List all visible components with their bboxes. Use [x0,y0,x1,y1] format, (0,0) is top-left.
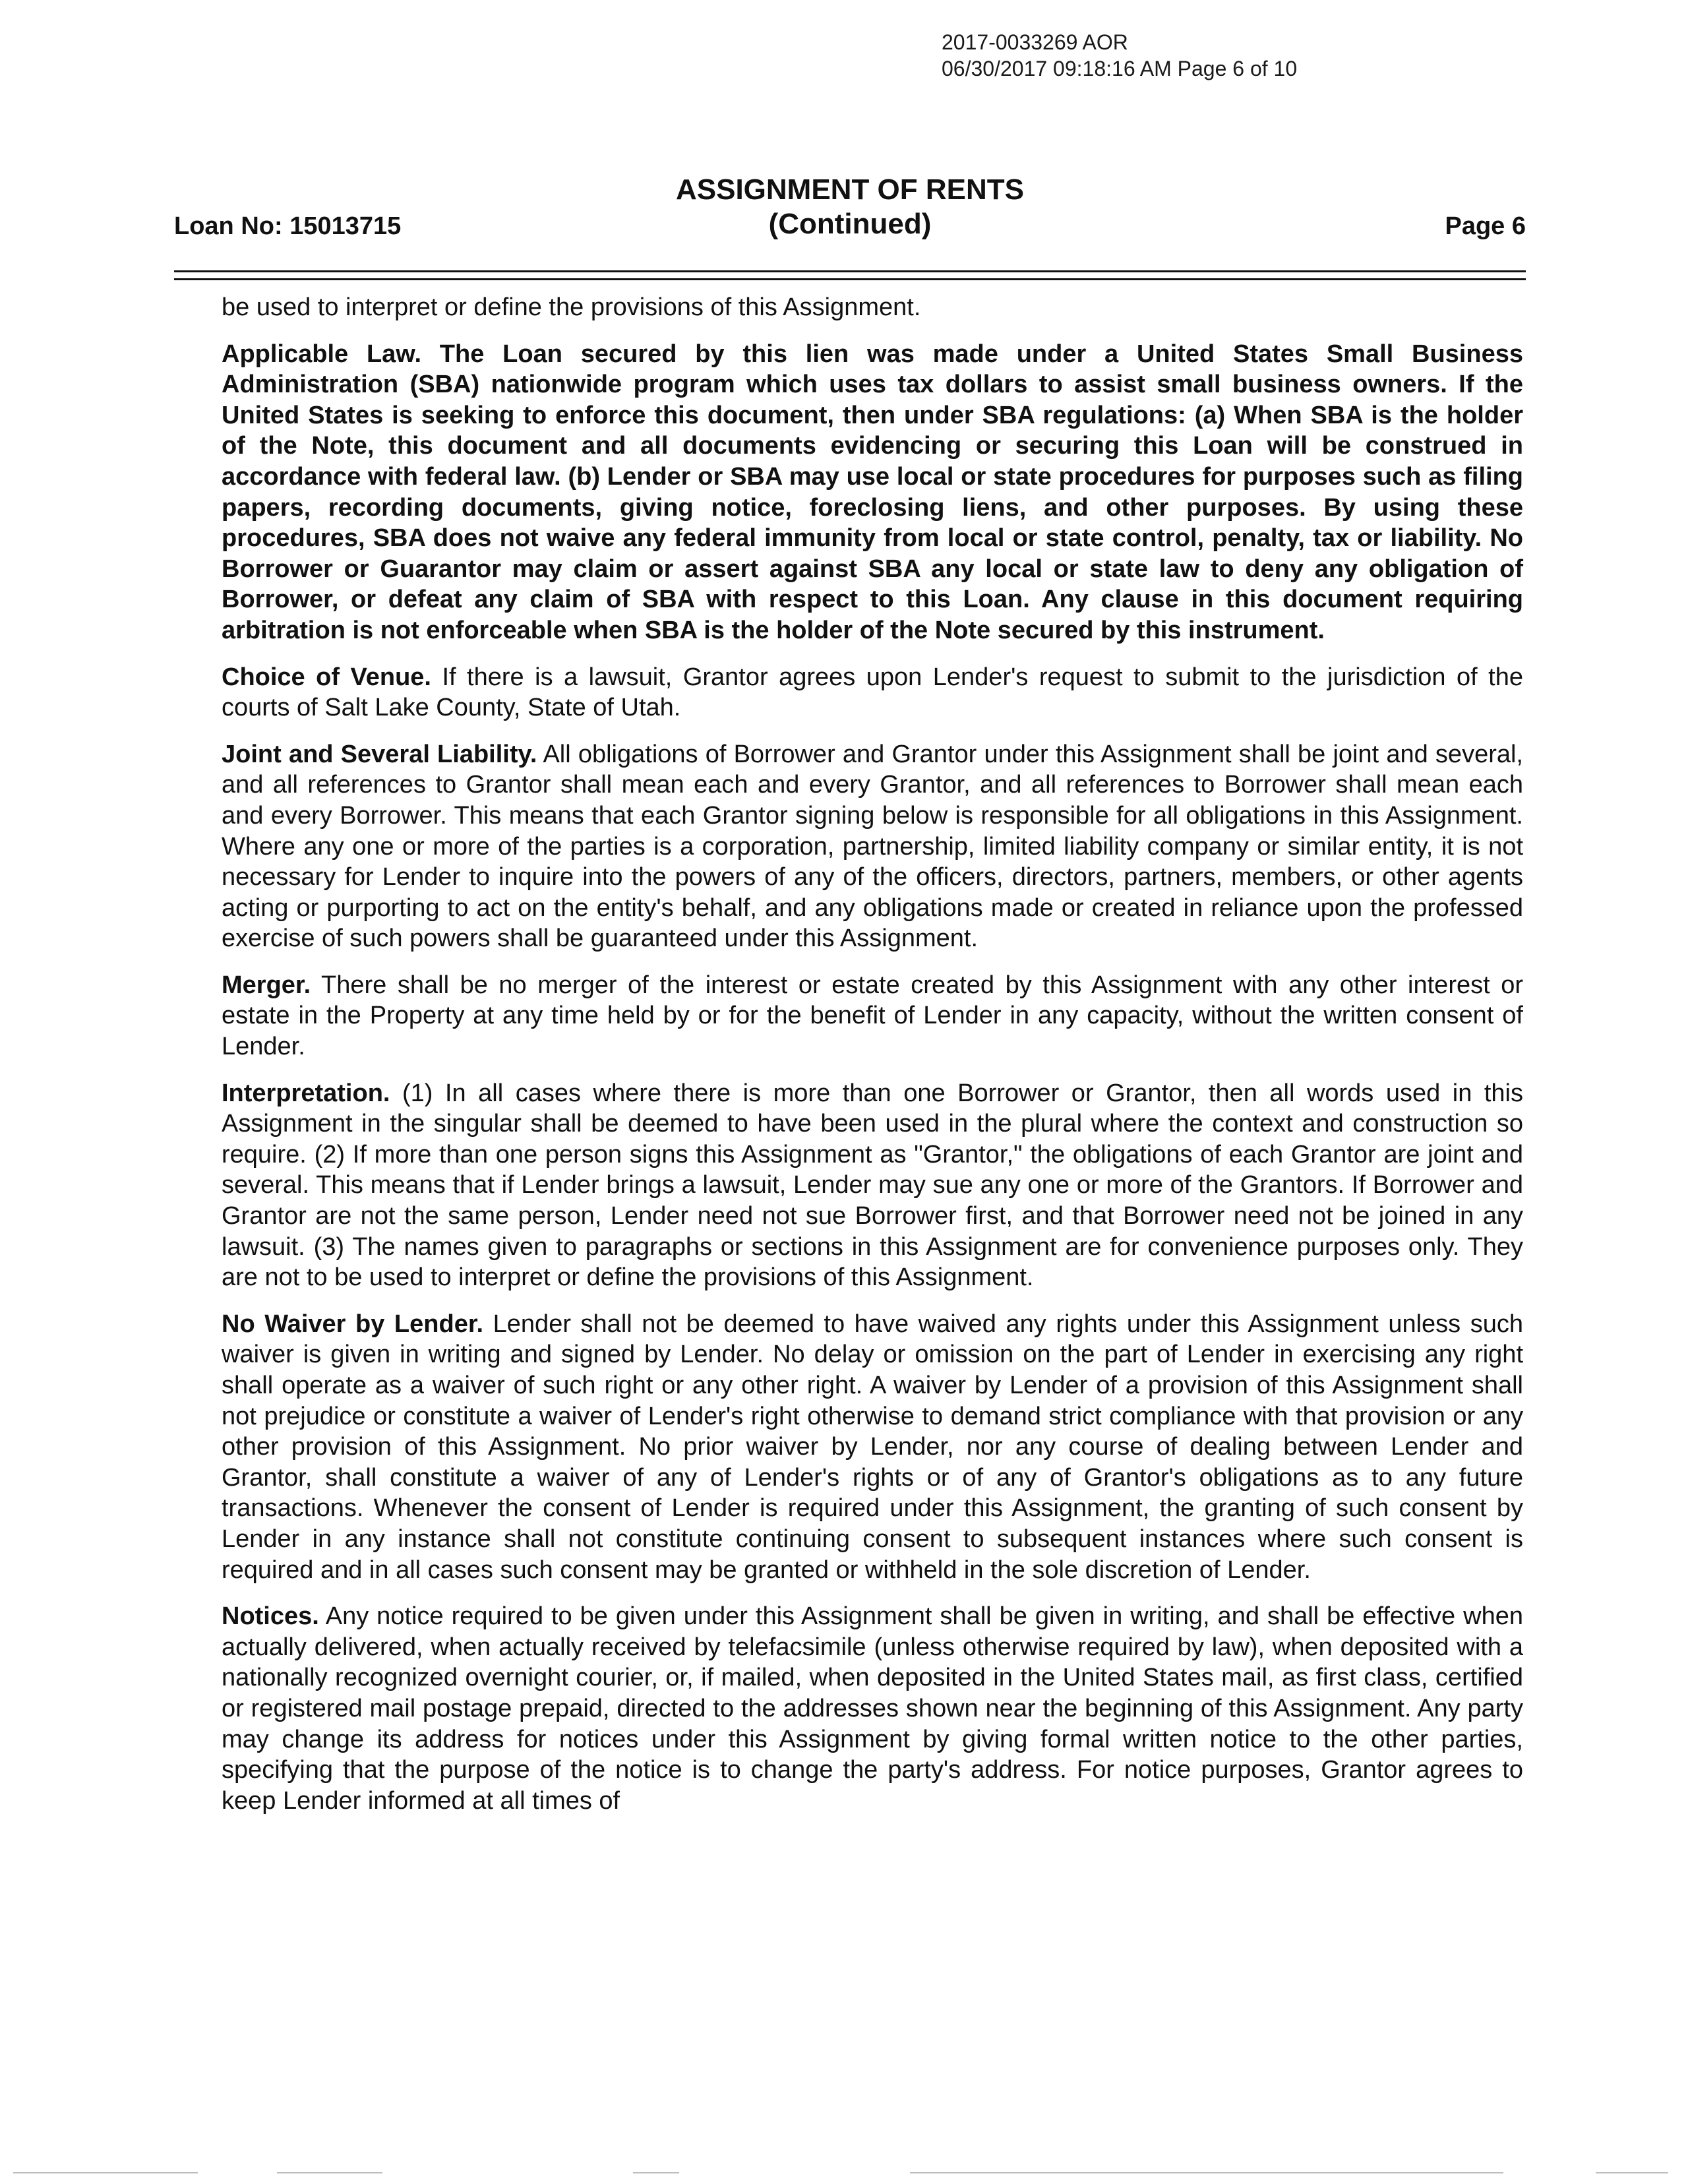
no-waiver-paragraph [222,1309,1523,1585]
notices-paragraph [222,1601,1523,1816]
notices-text: Any notice required to be given under this Assignment shall be given in writing, and shall be effective when actually delivered, when actually received by telefacsimile (unless otherwise required by law), when deposited with a nationally recognized overnight courier, or, if mailed, when deposited in the United States mail, as first class, certified or registered mail postage prepaid, directed to the addresses shown near the beginning of this Assignment. Any party may change its address for notices under this Assignment by giving formal written notice to the other parties, specifying that the purpose of the notice is to change the party's address. For notice purposes, Grantor agrees to keep Lender informed at all times of [222,1602,1523,1815]
recording-stamp [942,29,1297,82]
loan-number: Loan No: 15013715 [174,212,402,240]
scan-artifacts [0,2172,1688,2176]
choice-of-venue-text: If there is a lawsuit, Grantor agrees upon Lender's request to submit to the jurisdiction of the courts of Salt Lake County, State of Utah. [222,663,1523,722]
interpretation-text: (1) In all cases where there is more than one Borrower or Grantor, then all words used in this Assignment in the singular shall be deemed to have been used in the plural where the context and construction so require. (2) If more than one person signs this Assignment as "Grantor," the obligations of each Grantor are joint and several. This means that if Lender brings a lawsuit, Lender may sue any one or more of the Grantors. If Borrower and Grantor are not the same person, Lender need not sue Borrower first, and that Borrower need not be joined in any lawsuit. (3) The names given to paragraphs or sections in this Assignment are for convenience purposes only. They are not to be used to interpret or define the provisions of this Assignment. [222,1079,1523,1292]
scan-artifact-line [1596,2172,1668,2173]
applicable-law-heading: Applicable Law. [222,340,421,368]
document-body [222,292,1523,1832]
applicable-law-paragraph [222,339,1523,646]
applicable-law-text: The Loan secured by this lien was made under a United States Small Business Administration (SBA) nationwide program which uses tax dollars to assist small business owners. If the United States is seeking to enforce this document, then under SBA regulations: (a) When SBA is the holder of the Note, this document and all documents evidencing or securing this Loan will be construed in accordance with federal law. (b) Lender or SBA may use local or state procedures for purposes such as filing papers, recording documents, giving notice, foreclosing liens, and other purposes. By using these procedures, SBA does not waive any federal immunity from local or state control, penalty, tax or liability. No Borrower or Guarantor may claim or assert against SBA any local or state law to deny any obligation of Borrower, or defeat any claim of SBA with respect to this Loan. Any clause in this document requiring arbitration is not enforceable when SBA is the holder of the Note secured by this instrument. [222,340,1523,644]
document-subtitle: (Continued) [768,208,932,240]
choice-of-venue-paragraph [222,662,1523,723]
page-label: Page 6 [1445,212,1526,240]
merger-paragraph [222,970,1523,1062]
choice-of-venue-heading: Choice of Venue. [222,663,431,691]
interpretation-paragraph [222,1078,1523,1293]
continuation-paragraph: be used to interpret or define the provisions of this Assignment. [222,293,921,321]
joint-several-heading: Joint and Several Liability. [222,740,537,768]
scan-artifact-line [910,2172,1503,2173]
document-title-block [174,173,1526,241]
header-rule-bottom [174,278,1526,280]
merger-heading: Merger. [222,971,311,999]
notices-heading: Notices. [222,1602,319,1631]
no-waiver-text: Lender shall not be deemed to have waived any rights under this Assignment unless such waiver is given in writing and signed by Lender. No delay or omission on the part of Lender in exercising any right shall operate as a waiver of such right or any other right. A waiver by Lender of a provision of this Assignment shall not prejudice or constitute a waiver of Lender's right otherwise to demand strict compliance with that provision or any other provision of this Assignment. No prior waiver by Lender, nor any course of dealing between Lender and Grantor, shall constitute a waiver of any of Lender's rights or of any of Grantor's obligations as to any future transactions. Whenever the consent of Lender is required under this Assignment, the granting of such consent by Lender in any instance shall not constitute continuing consent to subsequent instances where such consent is required and in all cases such consent may be granted or withheld in the sole discretion of Lender. [222,1310,1524,1584]
document-header [174,173,1526,252]
scan-artifact-line [13,2172,198,2173]
joint-several-text: All obligations of Borrower and Grantor under this Assignment shall be joint and several, and all references to Grantor shall mean each and every Grantor, and all references to Borrower shall mean each and every Borrower. This means that each Grantor signing below is responsible for all obligations in this Assignment. Where any one or more of the parties is a corporation, partnership, limited liability company or similar entity, it is not necessary for Lender to inquire into the powers of any of the officers, directors, partners, members, or other agents acting or purporting to act on the entity's behalf, and any obligations made or created in reliance upon the professed exercise of such powers shall be guaranteed under this Assignment. [222,740,1523,953]
document-title: ASSIGNMENT OF RENTS [675,173,1025,206]
merger-text: There shall be no merger of the interest or estate created by this Assignment with any other interest or estate in the Property at any time held by or for the benefit of Lender in any capacity, without the written consent of Lender. [222,971,1524,1061]
scan-artifact-line [633,2172,679,2173]
scan-artifact-line [277,2172,382,2173]
header-rule-top [174,270,1526,272]
recording-number: 2017-0033269 AOR [942,30,1128,54]
joint-several-paragraph [222,739,1523,954]
interpretation-heading: Interpretation. [222,1079,390,1107]
no-waiver-heading: No Waiver by Lender. [222,1310,484,1338]
recording-datetime: 06/30/2017 09:18:16 AM Page 6 of 10 [942,57,1298,80]
